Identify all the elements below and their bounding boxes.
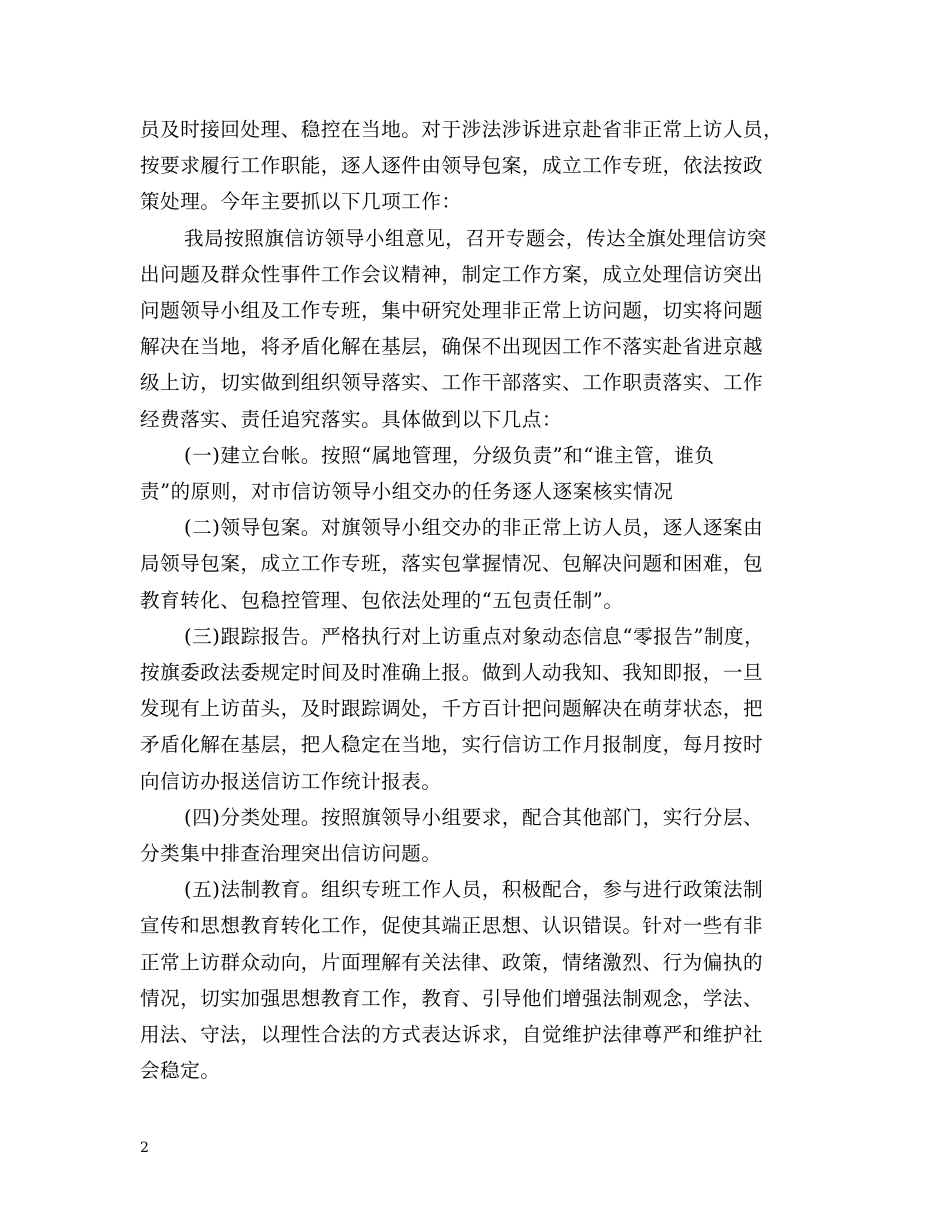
- document-body: [140, 112, 820, 1089]
- paragraph: [140, 112, 820, 221]
- paragraph-line: (三)跟踪报告。严格执行对上访重点对象动态信息“零报告”制度，: [184, 624, 765, 648]
- paragraph: [140, 872, 820, 1089]
- paragraph-line: 级上访，切实做到组织领导落实、工作干部落实、工作职责落实、工作: [140, 371, 764, 395]
- paragraph-line: 正常上访群众动向，片面理解有关法律、政策，情绪激烈、行为偏执的: [140, 950, 764, 974]
- paragraph-line: (四)分类处理。按照旗领导小组要求，配合其他部门，实行分层、: [184, 805, 764, 829]
- paragraph-line: 按要求履行工作职能，逐人逐件由领导包案，成立工作专班，依法按政: [140, 154, 764, 178]
- paragraph: [140, 800, 820, 872]
- paragraph-line: 分类集中排查治理突出信访问题。: [140, 842, 442, 866]
- paragraph-line: (一)建立台帐。按照“属地管理，分级负责”和“谁主管，谁负: [184, 443, 715, 467]
- paragraph-line: (二)领导包案。对旗领导小组交办的非正常上访人员，逐人逐案由: [184, 516, 764, 540]
- paragraph-line: 用法、守法，以理性合法的方式表达诉求，自觉维护法律尊严和维护社: [140, 1023, 764, 1047]
- paragraph-line: 我局按照旗信访领导小组意见，召开专题会，传达全旗处理信访突: [184, 226, 767, 250]
- paragraph-line: 会稳定。: [140, 1059, 221, 1083]
- paragraph-line: (五)法制教育。组织专班工作人员，积极配合，参与进行政策法制: [184, 878, 764, 902]
- paragraph-line: 策处理。今年主要抓以下几项工作：: [140, 190, 462, 214]
- paragraph: [140, 510, 820, 619]
- page-number: 2: [140, 1140, 149, 1156]
- paragraph-line: 解决在当地，将矛盾化解在基层，确保不出现因工作不落实赴省进京越: [140, 335, 764, 359]
- paragraph-line: 经费落实、责任追究落实。具体做到以下几点：: [140, 407, 563, 431]
- paragraph-line: 员及时接回处理、稳控在当地。对于涉法涉诉进京赴省非正常上访人员，: [140, 118, 784, 141]
- paragraph-line: 发现有上访苗头，及时跟踪调处，千方百计把问题解决在萌芽状态，把: [140, 697, 764, 721]
- paragraph-line: 宣传和思想教育转化工作，促使其端正思想、认识错误。针对一些有非: [140, 914, 764, 938]
- paragraph-line: 情况，切实加强思想教育工作，教育、引导他们增强法制观念，学法、: [140, 986, 764, 1010]
- paragraph: [140, 619, 820, 800]
- paragraph: [140, 438, 820, 510]
- paragraph-line: 按旗委政法委规定时间及时准确上报。做到人动我知、我知即报，一旦: [140, 661, 764, 685]
- paragraph-line: 局领导包案，成立工作专班，落实包掌握情况、包解决问题和困难，包: [140, 552, 764, 576]
- paragraph: [140, 221, 820, 438]
- paragraph-line: 矛盾化解在基层，把人稳定在当地，实行信访工作月报制度，每月按时: [140, 733, 764, 757]
- paragraph-line: 责”的原则，对市信访领导小组交办的任务逐人逐案核实情况: [140, 480, 674, 504]
- paragraph-line: 出问题及群众性事件工作会议精神，制定工作方案，成立处理信访突出: [140, 262, 764, 286]
- paragraph-line: 教育转化、包稳控管理、包依法处理的“五包责任制”。: [140, 588, 624, 612]
- paragraph-line: 问题领导小组及工作专班，集中研究处理非正常上访问题，切实将问题: [140, 299, 764, 323]
- paragraph-line: 向信访办报送信访工作统计报表。: [140, 769, 442, 793]
